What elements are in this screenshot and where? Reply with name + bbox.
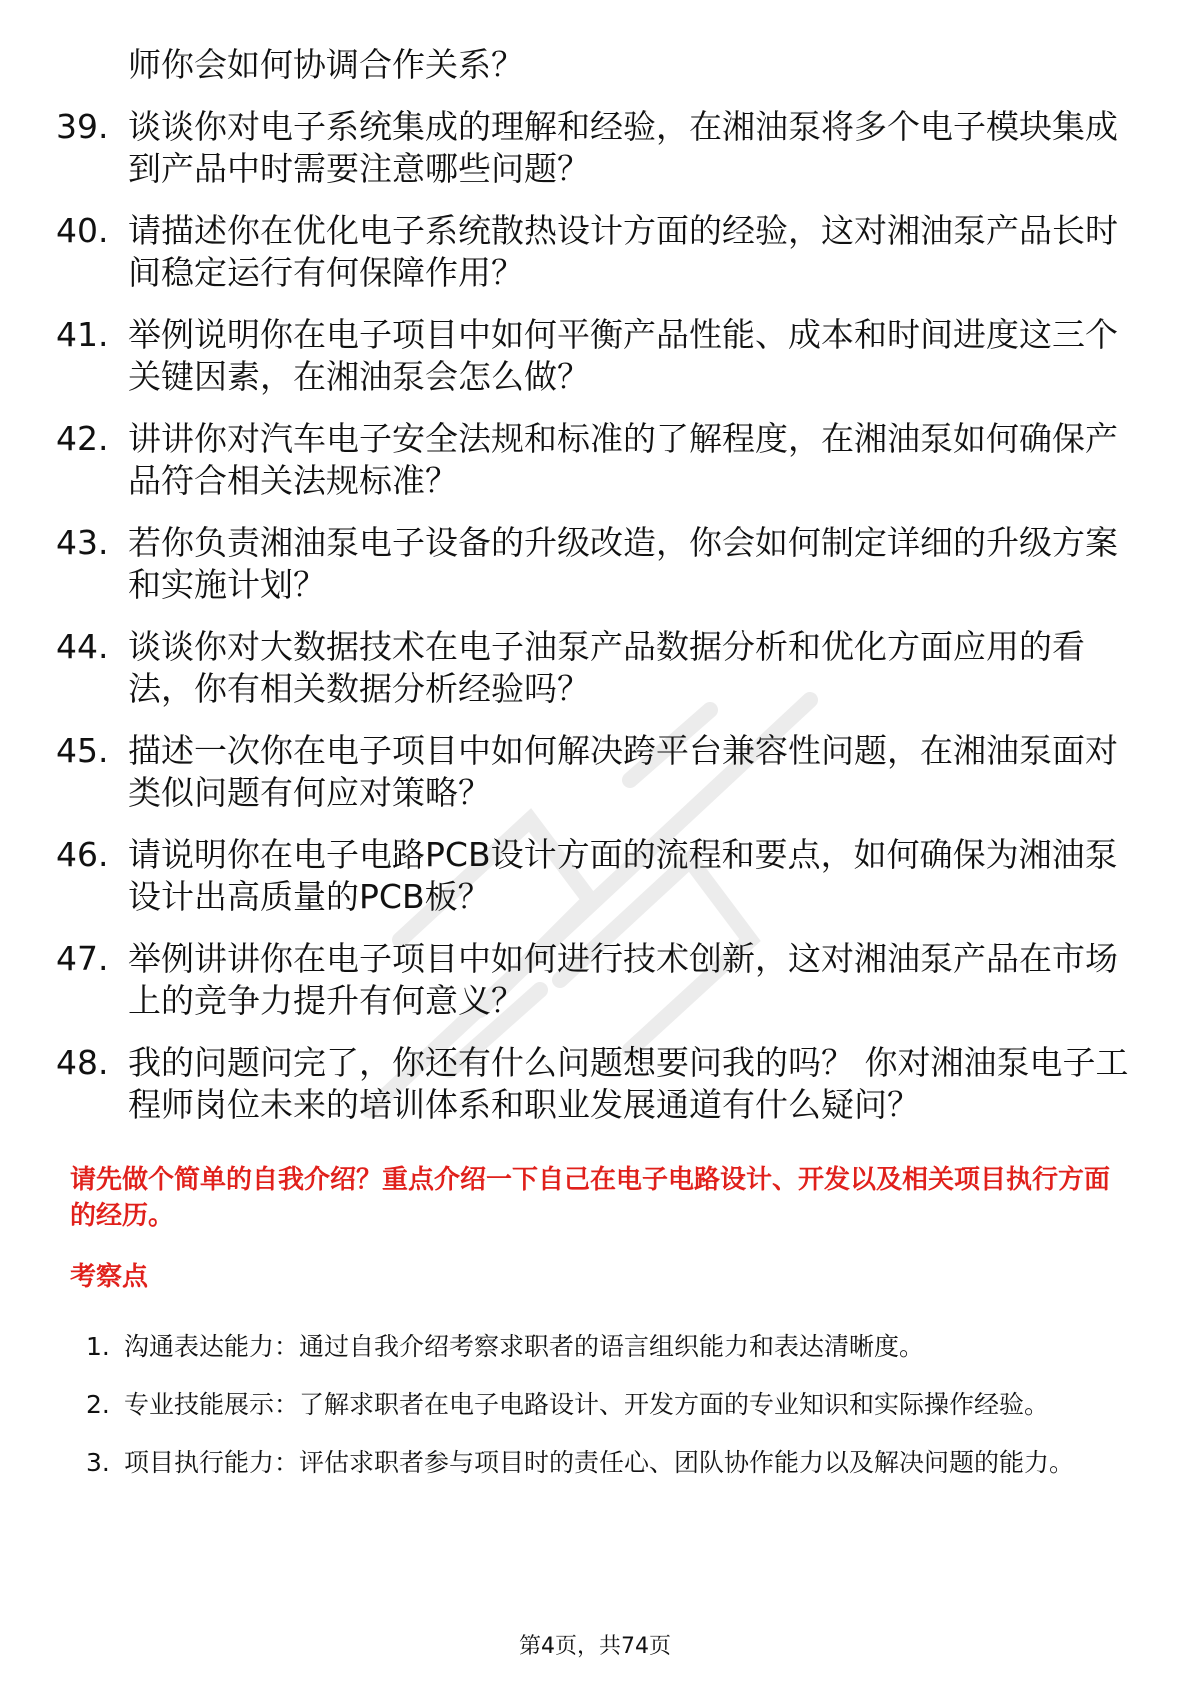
- question-item: [56, 418, 1136, 502]
- question-text: 举例讲讲你在电子项目中如何进行技术创新，这对湘油泵产品在市场上的竞争力提升有何意义？: [128, 939, 1118, 1020]
- question-number: 39.: [56, 107, 109, 146]
- question-item: [56, 730, 1136, 814]
- question-item: [56, 106, 1136, 190]
- question-list: [56, 44, 1136, 1146]
- question-number: 43.: [56, 523, 109, 562]
- question-text: 谈谈你对大数据技术在电子油泵产品数据分析和优化方面应用的看法，你有相关数据分析经验吗？: [128, 627, 1085, 708]
- page-footer: 第4页，共74页: [519, 1634, 671, 1659]
- question-text: 描述一次你在电子项目中如何解决跨平台兼容性问题，在湘油泵面对类似问题有何应对策略？: [128, 731, 1118, 812]
- point-number: 3.: [86, 1448, 110, 1477]
- question-item: [56, 626, 1136, 710]
- question-item: [56, 314, 1136, 398]
- question-number: 47.: [56, 939, 109, 978]
- question-text: 举例说明你在电子项目中如何平衡产品性能、成本和时间进度这三个关键因素，在湘油泵会怎么做？: [128, 315, 1118, 396]
- point-text: 专业技能展示：了解求职者在电子电路设计、开发方面的专业知识和实际操作经验。: [124, 1390, 1050, 1419]
- point-text: 项目执行能力：评估求职者参与项目时的责任心、团队协作能力以及解决问题的能力。: [124, 1448, 1075, 1477]
- question-continuation: 师你会如何协调合作关系？: [128, 45, 524, 84]
- assessment-point: [86, 1434, 1130, 1492]
- question-text: 我的问题问完了，你还有什么问题想要问我的吗？ 你对湘油泵电子工程师岗位未来的培训体系和职业发展通道有什么疑问？: [128, 1043, 1129, 1124]
- question-number: 42.: [56, 419, 109, 458]
- question-item: [56, 1042, 1136, 1126]
- question-number: 41.: [56, 315, 109, 354]
- question-text: 讲讲你对汽车电子安全法规和标准的了解程度，在湘油泵如何确保产品符合相关法规标准？: [128, 419, 1118, 500]
- question-number: 48.: [56, 1043, 109, 1082]
- assessment-points-heading: 考察点: [70, 1262, 149, 1292]
- question-number: 40.: [56, 211, 109, 250]
- point-text: 沟通表达能力：通过自我介绍考察求职者的语言组织能力和表达清晰度。: [124, 1332, 925, 1361]
- section-question-heading: 请先做个简单的自我介绍？重点介绍一下自己在电子电路设计、开发以及相关项目执行方面的经历。: [70, 1165, 1111, 1231]
- question-item: [56, 834, 1136, 918]
- question-number: 46.: [56, 835, 109, 874]
- question-number: 45.: [56, 731, 109, 770]
- assessment-points-list: [86, 1318, 1130, 1492]
- point-number: 1.: [86, 1332, 110, 1361]
- question-number: 44.: [56, 627, 109, 666]
- question-text: 若你负责湘油泵电子设备的升级改造，你会如何制定详细的升级方案和实施计划？: [128, 523, 1118, 604]
- question-item: [56, 210, 1136, 294]
- question-text: 请说明你在电子电路PCB设计方面的流程和要点，如何确保为湘油泵设计出高质量的PCB板？: [128, 835, 1118, 916]
- point-number: 2.: [86, 1390, 110, 1419]
- question-item: [56, 938, 1136, 1022]
- assessment-point: [86, 1318, 1130, 1376]
- question-text: 请描述你在优化电子系统散热设计方面的经验，这对湘油泵产品长时间稳定运行有何保障作用？: [128, 211, 1118, 292]
- question-text: 谈谈你对电子系统集成的理解和经验，在湘油泵将多个电子模块集成到产品中时需要注意哪些问题？: [128, 107, 1118, 188]
- assessment-point: [86, 1376, 1130, 1434]
- question-item: [56, 522, 1136, 606]
